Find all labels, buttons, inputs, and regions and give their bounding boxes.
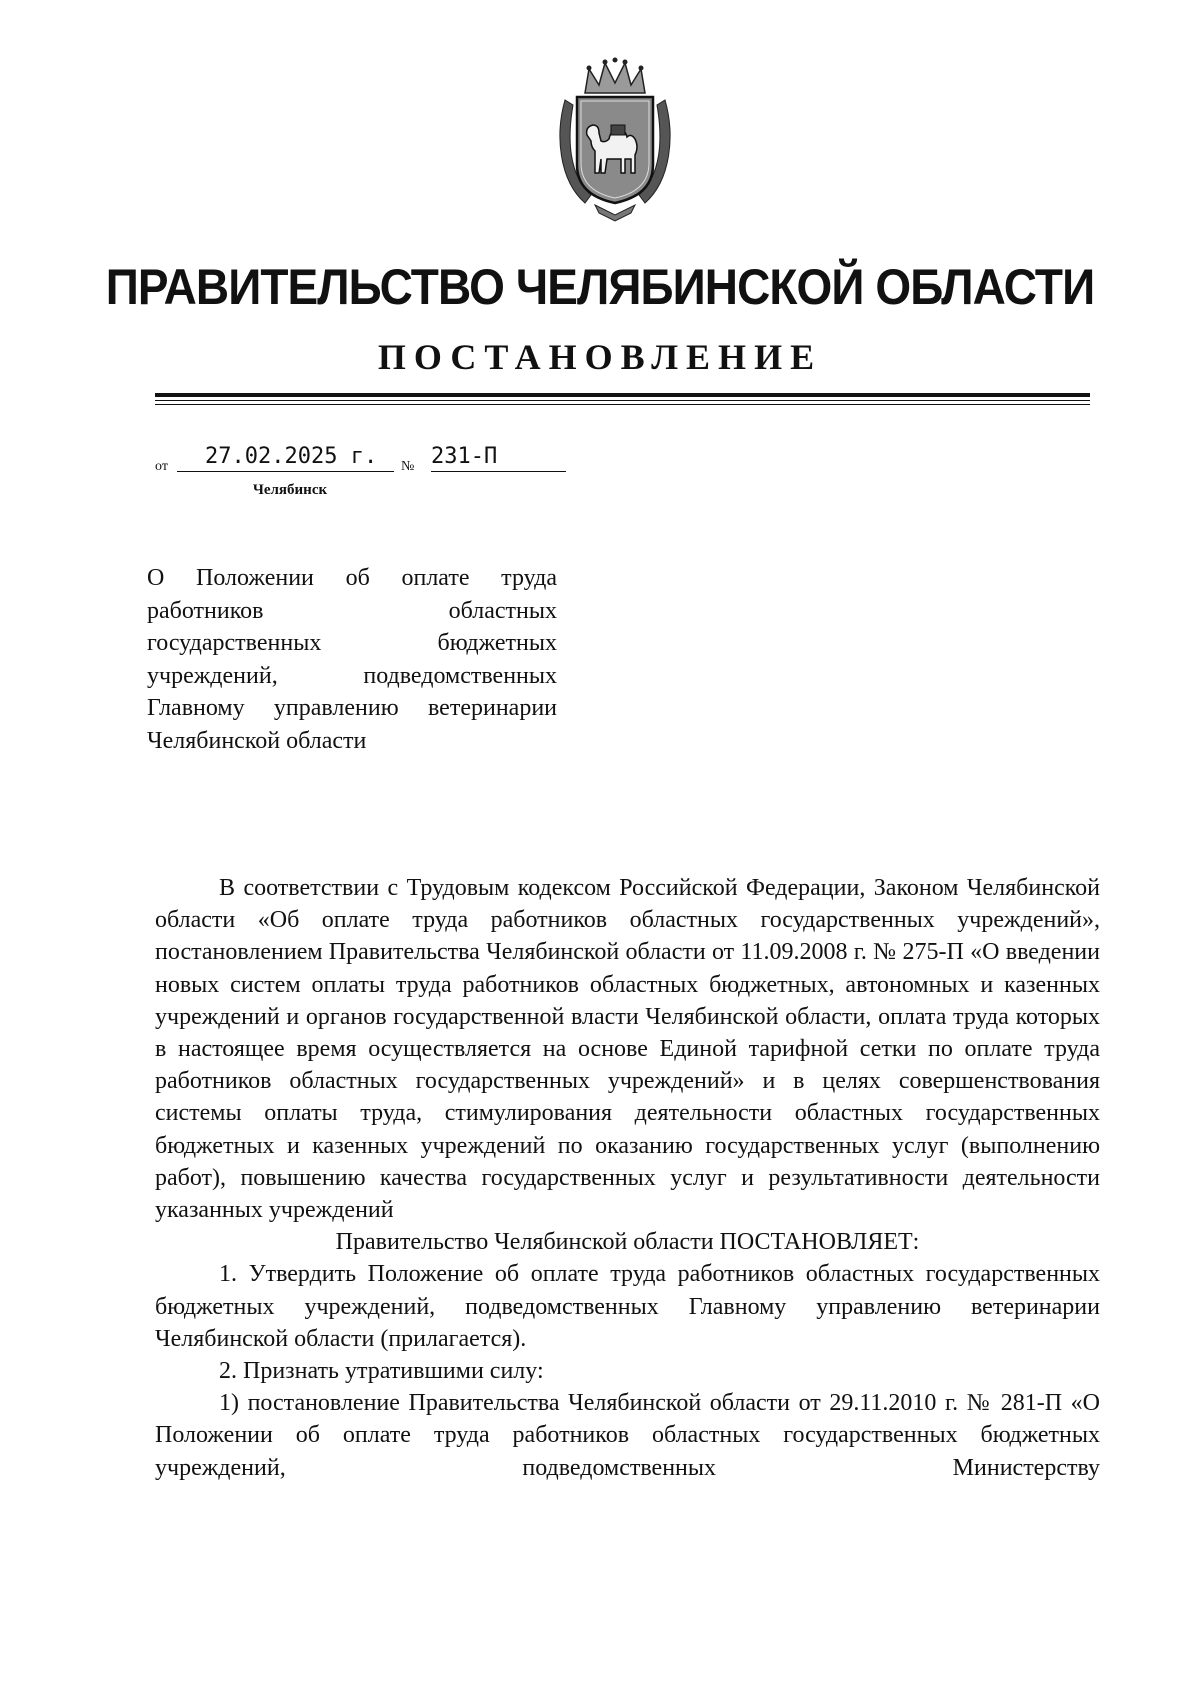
document-type-heading: ПОСТАНОВЛЕНИЕ [377,337,823,377]
header-rule-thick [155,393,1090,397]
document-date: 27.02.2025 г. [205,444,378,469]
document-number: 231-П [431,444,498,469]
date-underline [177,471,394,472]
resolves-line: Правительство Челябинской области ПОСТАНОВЛЯЕТ: [335,1229,920,1256]
item-1-paragraph: 1. Утвердить Положение об оплате труда работников областных государственных бюджетных учреждений, подведомственных Главному управлению ветеринарии Челябинской области (прилагается). [155,1261,1100,1352]
preamble-paragraph: В соответствии с Трудовым кодексом Российской Федерации, Законом Челябинской области «Об оплате труда работников областных государственных учреждений», постановлением Правительства Челябинской области от 11.09.2008 г. № 275-П «О введении новых систем оплаты труда работников областных бюджетных, автономных и казенных учреждений и органов государственной власти Челябинской области, оплата труда которых в настоящее время осуществляется на основе Единой тарифной сетки по оплате труда работников областных государственных учреждений» и в целях совершенствования системы оплаты труда, стимулирования деятельности областных государственных бюджетных и казенных учреждений по оказанию государственных услуг (выполнению работ), повышению качества государственных услуг и результативности деятельности указанных учреждений [155,875,1100,1224]
registration-row [155,444,575,484]
government-title: ПРАВИТЕЛЬСТВО ЧЕЛЯБИНСКОЙ ОБЛАСТИ [105,259,1095,315]
document-body [155,872,1100,1484]
document-subject: О Положении об оплате труда работников областных государственных бюджетных учреждений, подведомственных Главному управлению ветеринарии Челябинской области [147,565,557,754]
item-2-1-paragraph: 1) постановление Правительства Челябинской области от 29.11.2010 г. № 281-П «О Положении об оплате труда работников областных государственных бюджетных учреждений, подведомственных Министерству [155,1390,1100,1481]
coat-of-arms-emblem [555,55,675,225]
number-underline [431,471,566,472]
number-label: № [401,459,415,474]
header-rule-thin-2 [155,404,1090,405]
city-label: Челябинск [252,482,328,498]
item-2-paragraph: 2. Признать утратившими силу: [219,1358,544,1385]
header-rule-thin [155,400,1090,401]
from-label: от [155,459,168,474]
